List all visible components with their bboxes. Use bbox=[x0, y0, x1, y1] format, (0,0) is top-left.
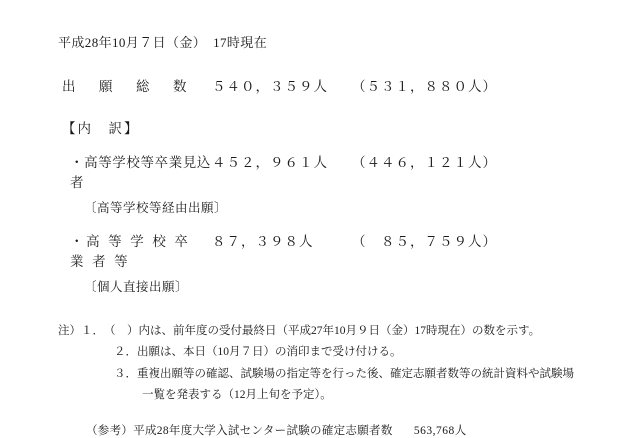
breakdown-item-label: ・高 等 学 校 卒 業 者 等 bbox=[70, 234, 191, 269]
reference-line bbox=[86, 422, 596, 438]
note-number: １． bbox=[81, 325, 104, 337]
note-number: ３． bbox=[114, 367, 137, 380]
breakdown-item-previous: （４４６，１２１人） bbox=[352, 155, 497, 170]
breakdown-item-previous: （ ８５，７５９人） bbox=[352, 234, 497, 249]
breakdown-heading: 【内 訳】 bbox=[62, 121, 140, 136]
note-text-continued: 一覧を発表する（12月上旬を予定）。 bbox=[142, 388, 332, 401]
note-number: ２． bbox=[114, 346, 137, 359]
note-text: （ ）内は、前年度の受付最終日（平成27年10月９日（金）17時現在）の数を示す。 bbox=[104, 325, 541, 337]
breakdown-item-main bbox=[70, 230, 596, 270]
note-item bbox=[114, 342, 596, 363]
breakdown-item-note: 〔個人直接出願〕 bbox=[84, 280, 189, 294]
breakdown-item-label: ・高等学校等卒業見込者 bbox=[70, 155, 211, 190]
note-text: 出願は、本日（10月７日）の消印まで受け付ける。 bbox=[137, 346, 402, 359]
total-applicants-label: 出 願 総 数 bbox=[62, 79, 192, 94]
breakdown-item-note: 〔高等学校等経由出願〕 bbox=[84, 201, 228, 215]
breakdown-item-value: ４５２，９６１人 bbox=[212, 155, 328, 170]
note-text: 重複出願等の確認、試験場の指定等を行った後、確定志願者数等の統計資料や試験場 bbox=[137, 367, 574, 380]
breakdown-item-expected-graduates bbox=[70, 151, 596, 216]
notes-section bbox=[58, 321, 596, 406]
total-applicants-value: ５４０，３５９人 bbox=[212, 79, 328, 94]
breakdown-item-value: ８７，３９８人 bbox=[212, 234, 314, 249]
note-item-continued bbox=[142, 385, 596, 406]
reference-number: 563,768人 bbox=[413, 425, 467, 438]
notes-marker: 注） bbox=[58, 325, 81, 337]
breakdown-item-graduates bbox=[70, 230, 596, 295]
note-item bbox=[114, 364, 596, 385]
breakdown-item-main bbox=[70, 151, 596, 191]
total-applicants-previous: （５３１，８８０人） bbox=[352, 79, 497, 94]
document-date: 平成28年10月７日（金） 17時現在 bbox=[58, 35, 268, 50]
note-item bbox=[58, 321, 596, 342]
reference-label: （参考）平成28年度大学入試センター試験の確定志願者数 bbox=[86, 425, 393, 438]
total-applicants-row bbox=[62, 75, 596, 95]
